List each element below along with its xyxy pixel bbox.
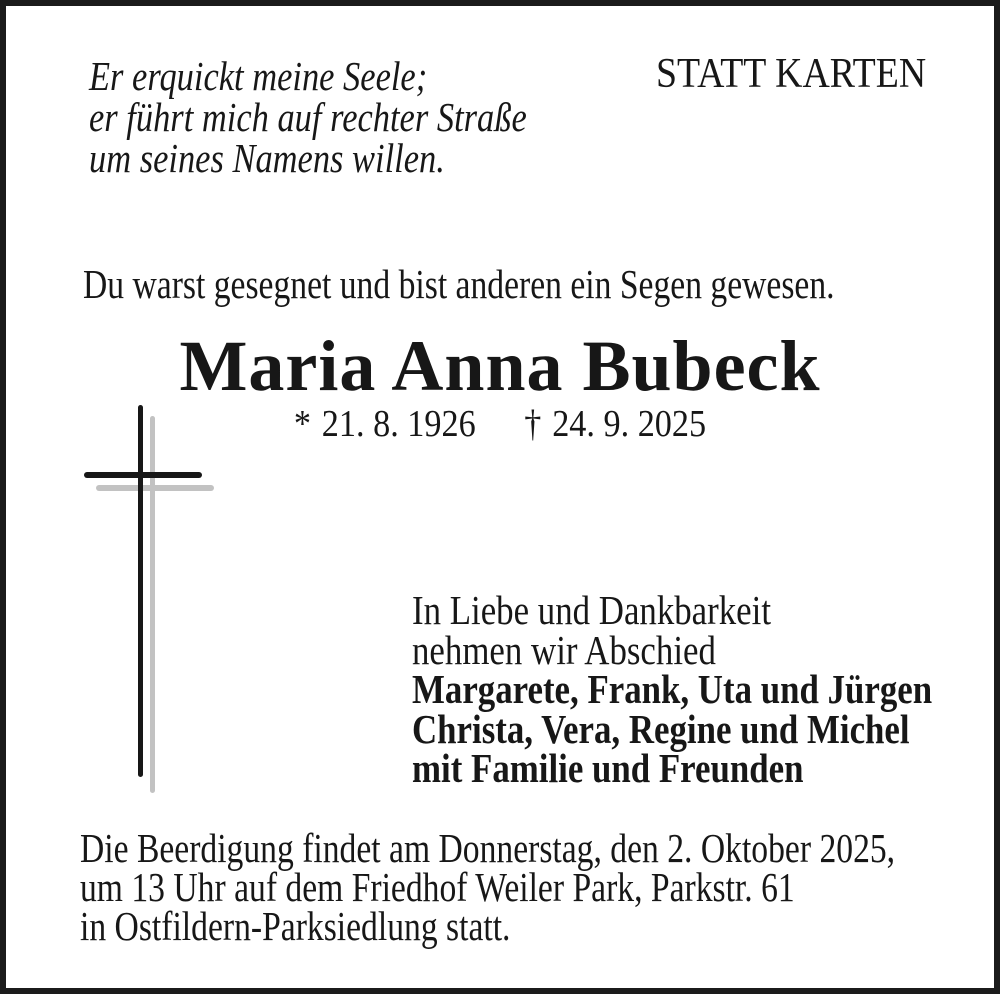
cross-shadow-horizontal bbox=[96, 485, 214, 491]
dates-inner bbox=[294, 404, 706, 444]
death-dagger-icon: † bbox=[524, 403, 542, 445]
farewell-line: In Liebe und Dankbarkeit bbox=[412, 587, 772, 633]
funeral-line: in Ostfildern-Parksiedlung statt. bbox=[80, 903, 511, 949]
death-date-group bbox=[524, 404, 706, 444]
mourners-line: mit Familie und Freunden bbox=[412, 745, 804, 791]
death-date: 24. 9. 2025 bbox=[552, 403, 707, 445]
tribute-line: Du warst gesegnet und bist anderen ein Segen gewesen. bbox=[83, 261, 835, 307]
birth-date: 21. 8. 1926 bbox=[321, 403, 476, 445]
cross-vertical bbox=[138, 405, 143, 777]
funeral-details bbox=[80, 825, 896, 949]
deceased-name: Maria Anna Bubeck bbox=[179, 326, 821, 406]
verse-quote bbox=[89, 53, 527, 181]
verse-line: um seines Namens willen. bbox=[89, 135, 445, 181]
verse-line: er führt mich auf rechter Straße bbox=[89, 94, 527, 140]
mourners-line: Margarete, Frank, Uta und Jürgen bbox=[412, 666, 933, 712]
mourners-line: Christa, Vera, Regine und Michel bbox=[412, 705, 910, 752]
birth-date-group bbox=[294, 404, 476, 444]
farewell-block bbox=[412, 587, 933, 791]
funeral-line: Die Beerdigung findet am Donnerstag, den 2. Oktober 2025, bbox=[80, 825, 896, 871]
farewell-line: nehmen wir Abschied bbox=[412, 626, 716, 673]
verse-line: Er erquickt meine Seele; bbox=[89, 53, 428, 99]
birth-star-icon: * bbox=[293, 403, 312, 445]
cross-horizontal bbox=[84, 472, 202, 478]
statt-karten-label: STATT KARTEN bbox=[656, 51, 927, 97]
funeral-line: um 13 Uhr auf dem Friedhof Weiler Park, Parkstr. 61 bbox=[80, 864, 795, 910]
